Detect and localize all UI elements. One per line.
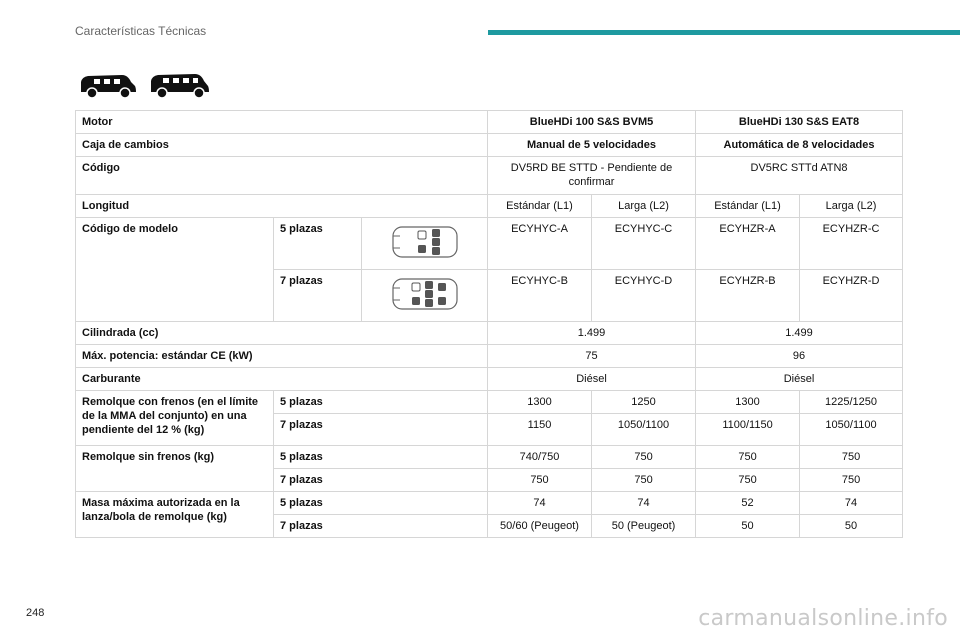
engine-2: BlueHDi 130 S&S EAT8 [696,111,903,134]
table-cell: 750 [488,469,592,492]
table-cell: 1250 [592,391,696,414]
section-title: Características Técnicas [75,24,207,38]
table-cell: 1225/1250 [800,391,903,414]
table-cell: 750 [592,446,696,469]
row-label: Remolque con frenos (en el límite de la MMA del conjunto) en una pendiente del 12 % (kg) [76,391,274,446]
seats-label: 7 plazas [274,414,488,446]
engine-1: BlueHDi 100 S&S BVM5 [488,111,696,134]
table-cell: 1050/1100 [592,414,696,446]
table-cell: ECYHYC-C [592,218,696,270]
table-row-longitud [76,195,903,218]
table-row-remolque-frenos-5 [76,391,903,414]
row-label: Masa máxima autorizada en la lanza/bola de remolque (kg) [76,492,274,538]
table-cell: 50/60 (Peugeot) [488,515,592,538]
table-row-cilindrada [76,322,903,345]
table-cell: 1150 [488,414,592,446]
code-2: DV5RC STTd ATN8 [696,157,903,195]
seats-label: 5 plazas [274,218,362,270]
table-cell: 50 [800,515,903,538]
table-cell: 1.499 [488,322,696,345]
table-row-modelo-5 [76,218,903,270]
table-cell: 1300 [488,391,592,414]
seat-layout-5-icon [390,223,460,261]
seats-label: 7 plazas [274,515,488,538]
table-cell: ECYHYC-B [488,270,592,322]
specs-table [75,110,903,538]
seats-label: 5 plazas [274,391,488,414]
table-cell: Estándar (L1) [696,195,800,218]
table-row-masa-5 [76,492,903,515]
row-label: Motor [76,111,488,134]
watermark: carmanualsonline.info [698,606,948,631]
seat-layout-cell [362,218,488,270]
table-cell: Larga (L2) [592,195,696,218]
table-cell: 50 [696,515,800,538]
table-cell: 74 [592,492,696,515]
table-cell: ECYHZR-B [696,270,800,322]
table-cell: 1.499 [696,322,903,345]
table-cell: 1300 [696,391,800,414]
table-row-potencia [76,345,903,368]
table-cell: 750 [800,446,903,469]
row-label: Código [76,157,488,195]
table-cell: 96 [696,345,903,368]
seat-layout-cell [362,270,488,322]
table-cell: 750 [696,446,800,469]
seats-label: 5 plazas [274,492,488,515]
table-row-carburante [76,368,903,391]
van-long-icon [150,72,210,100]
table-cell: 1100/1150 [696,414,800,446]
table-cell: ECYHZR-D [800,270,903,322]
header-accent-bar [488,30,960,35]
row-label: Máx. potencia: estándar CE (kW) [76,345,488,368]
table-cell: Estándar (L1) [488,195,592,218]
table-row-remolque-sin-5 [76,446,903,469]
table-cell: Diésel [488,368,696,391]
table-cell: 750 [592,469,696,492]
table-cell: 750 [800,469,903,492]
table-row-motor [76,111,903,134]
seats-label: 7 plazas [274,469,488,492]
code-1: DV5RD BE STTD - Pendiente de confirmar [488,157,696,195]
vehicle-icons [78,72,210,100]
table-cell: ECYHZR-C [800,218,903,270]
table-cell: 740/750 [488,446,592,469]
seats-label: 7 plazas [274,270,362,322]
row-label: Código de modelo [76,218,274,322]
row-label: Longitud [76,195,488,218]
row-label: Cilindrada (cc) [76,322,488,345]
gearbox-2: Automática de 8 velocidades [696,134,903,157]
table-cell: Diésel [696,368,903,391]
table-cell: ECYHYC-D [592,270,696,322]
table-row-caja [76,134,903,157]
seats-label: 5 plazas [274,446,488,469]
page-number: 248 [26,607,45,619]
seat-layout-7-icon [390,275,460,313]
table-cell: ECYHYC-A [488,218,592,270]
table-cell: 750 [696,469,800,492]
table-cell: 52 [696,492,800,515]
table-cell: ECYHZR-A [696,218,800,270]
table-cell: 1050/1100 [800,414,903,446]
table-cell: 50 (Peugeot) [592,515,696,538]
table-cell: 74 [488,492,592,515]
row-label: Remolque sin frenos (kg) [76,446,274,492]
table-cell: 75 [488,345,696,368]
table-cell: 74 [800,492,903,515]
van-short-icon [78,72,138,100]
row-label: Carburante [76,368,488,391]
row-label: Caja de cambios [76,134,488,157]
table-cell: Larga (L2) [800,195,903,218]
table-row-codigo [76,157,903,195]
gearbox-1: Manual de 5 velocidades [488,134,696,157]
